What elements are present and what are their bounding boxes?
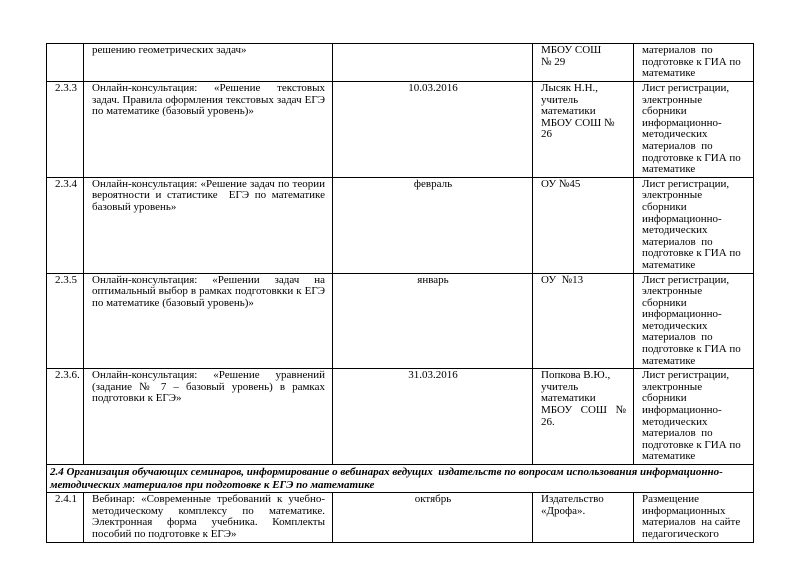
result-cell: Лист регистрации, электронные сборники информационно-методических материалов по подготовке к ГИА по математике [634, 82, 754, 178]
table-row-continuation [47, 44, 754, 82]
responsible-cell: Попкова В.Ю., учитель математики МБОУ СОШ № 26. [533, 369, 634, 465]
result-cell: материалов по подготовке к ГИА по математике [634, 44, 754, 82]
date-cell [333, 44, 533, 82]
activity-cell: Онлайн-консультация: «Решение уравнений (задание № 7 – базовый уровень) в рамках подготовки к ЕГЭ» [84, 369, 333, 465]
activity-cell: решению геометрических задач» [84, 44, 333, 82]
section-title: 2.4 Организация обучающих семинаров, информирование о вебинарах ведущих издательств по вопросам использования информационно-методических материалов при подготовке к ЕГЭ по математике [47, 465, 754, 493]
responsible-cell: ОУ №13 [533, 273, 634, 369]
row-number-cell: 2.3.6. [47, 369, 84, 465]
result-cell: Размещение информационных материалов на сайте педагогического [634, 493, 754, 542]
result-cell: Лист регистрации, электронные сборники информационно-методических материалов по подготовке к ГИА по математике [634, 369, 754, 465]
activity-cell: Вебинар: «Современные требований к учебно-методическому комплексу по математике. Электронная форма учебника. Комплекты пособий по подготовке к ЕГЭ» [84, 493, 333, 542]
table-row-2-3-5 [47, 273, 754, 369]
row-number-cell: 2.3.5 [47, 273, 84, 369]
date-cell: февраль [333, 177, 533, 273]
row-number-cell: 2.3.4 [47, 177, 84, 273]
row-number-cell: 2.3.3 [47, 82, 84, 178]
row-number-cell [47, 44, 84, 82]
table-row-2-4-1 [47, 493, 754, 542]
activity-cell: Онлайн-консультация: «Решение текстовых задач. Правила оформления текстовых задач ЕГЭ по математике (базовый уровень)» [84, 82, 333, 178]
date-cell: январь [333, 273, 533, 369]
row-number-cell: 2.4.1 [47, 493, 84, 542]
date-cell: 10.03.2016 [333, 82, 533, 178]
responsible-cell: МБОУ СОШ № 29 [533, 44, 634, 82]
section-header-row [47, 465, 754, 493]
result-cell: Лист регистрации, электронные сборники информационно-методических материалов по подготовке к ГИА по математике [634, 273, 754, 369]
activity-cell: Онлайн-консультация: «Решение задач по теории вероятности и статистике ЕГЭ по математике базовый уровень» [84, 177, 333, 273]
table-row-2-3-4 [47, 177, 754, 273]
responsible-cell: ОУ №45 [533, 177, 634, 273]
date-cell: 31.03.2016 [333, 369, 533, 465]
responsible-cell: Издательство «Дрофа». [533, 493, 634, 542]
activity-cell: Онлайн-консультация: «Решении задач на оптимальный выбор в рамках подготовкки к ЕГЭ по математике (базовый уровень)» [84, 273, 333, 369]
responsible-cell: Лысяк Н.Н., учитель математики МБОУ СОШ № 26 [533, 82, 634, 178]
date-cell: октябрь [333, 493, 533, 542]
activities-table [46, 43, 754, 543]
result-cell: Лист регистрации, электронные сборники информационно-методических материалов по подготовке к ГИА по математике [634, 177, 754, 273]
table-row-2-3-3 [47, 82, 754, 178]
table-row-2-3-6 [47, 369, 754, 465]
